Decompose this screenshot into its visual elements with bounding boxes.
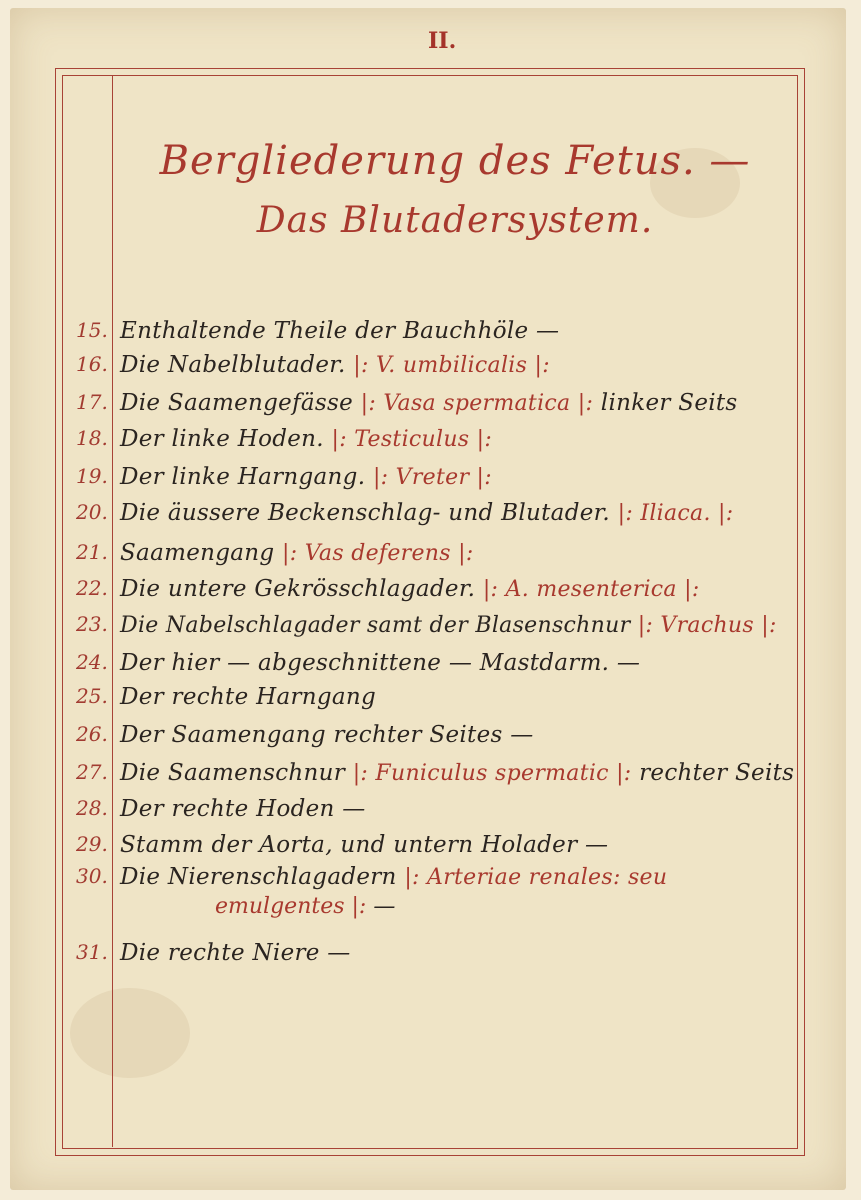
entry-number: 19. — [76, 464, 108, 488]
entry-text: Die untere Gekrösschlagader. — [120, 576, 476, 602]
entry-latin-term: |: Iliaca. |: — [617, 501, 734, 526]
entry-number: 27. — [76, 760, 108, 784]
entry-row — [0, 790, 800, 824]
entry-text: Der linke Harngang. — [120, 464, 366, 490]
entry-number: 15. — [76, 318, 108, 342]
entry-text: Die äussere Beckenschlag- und Blutader. — [120, 500, 611, 526]
entry-text-line — [120, 464, 492, 490]
entry-latin-term: |: Arteriae renales: seu — [404, 865, 668, 890]
entry-latin-term: |: Funiculus spermatic |: — [352, 761, 632, 786]
entry-text: Der rechte Hoden — — [120, 796, 366, 822]
entry-row — [0, 420, 800, 454]
entry-text-line — [120, 684, 376, 710]
entry-text-suffix: linker Seits — [593, 390, 738, 416]
entry-text-line — [120, 796, 366, 822]
entry-text-line — [120, 760, 794, 786]
entry-text-line — [120, 940, 351, 966]
entry-number: 28. — [76, 796, 108, 820]
entry-number: 22. — [76, 576, 108, 600]
entry-number: 23. — [76, 612, 108, 636]
entry-text: Die Nabelblutader. — [120, 352, 346, 378]
entry-text: Stamm der Aorta, und untern Holader — — [120, 832, 609, 858]
entry-number: 21. — [76, 540, 108, 564]
entry-number: 18. — [76, 426, 108, 450]
entry-text-line — [120, 318, 559, 344]
entry-row — [0, 570, 800, 604]
entry-text-line — [120, 500, 734, 526]
page-title: Bergliederung des Fetus. — — [159, 138, 751, 184]
entry-text: Die Nierenschlagadern — [120, 864, 397, 890]
entry-number: 26. — [76, 722, 108, 746]
entry-row — [0, 312, 800, 346]
entry-text-line — [120, 540, 474, 566]
entry-row — [0, 716, 800, 750]
continuation-dash: — — [366, 894, 396, 919]
entry-text: Die Saamengefässe — [120, 390, 354, 416]
entry-text-line — [120, 832, 608, 858]
entry-row — [0, 384, 800, 418]
entry-row — [0, 754, 800, 788]
entry-latin-term: |: Vrachus |: — [637, 613, 777, 638]
entry-row — [0, 346, 800, 380]
entry-number: 25. — [76, 684, 108, 708]
entry-text-line — [120, 864, 667, 890]
entry-text-line — [120, 426, 492, 452]
entry-30-continuation — [215, 894, 395, 919]
entry-text: Saamengang — [120, 540, 275, 566]
entry-text: Der hier — abgeschnittene — Mastdarm. — — [120, 650, 641, 676]
page-subtitle: Das Blutadersystem. — [256, 200, 654, 241]
folio-number: II. — [428, 28, 457, 54]
entry-latin-term: |: A. mesenterica |: — [482, 577, 700, 602]
entry-row — [0, 826, 800, 860]
entry-latin-term: |: Vasa spermatica |: — [360, 391, 594, 416]
entry-row — [0, 534, 800, 568]
entry-text: Enthaltende Theile der Bauchhöle — — [120, 318, 560, 344]
entry-latin-term: |: Testiculus |: — [331, 427, 493, 452]
entry-text: Der linke Hoden. — [120, 426, 324, 452]
entry-latin-term: |: Vreter |: — [372, 465, 492, 490]
entry-row — [0, 606, 800, 640]
entry-row — [0, 644, 800, 678]
entry-number: 16. — [76, 352, 108, 376]
entry-number: 31. — [76, 940, 108, 964]
entry-text-line — [120, 650, 640, 676]
entry-number: 20. — [76, 500, 108, 524]
entry-row — [0, 458, 800, 492]
entry-latin-term: |: Vas deferens |: — [282, 541, 474, 566]
entry-row — [0, 858, 800, 892]
entry-row — [0, 678, 800, 712]
entry-number: 29. — [76, 832, 108, 856]
entry-row — [0, 934, 800, 968]
entry-text-line — [120, 722, 534, 748]
entry-row — [0, 494, 800, 528]
entry-text-line — [120, 352, 550, 378]
entry-text: Die rechte Niere — — [120, 940, 351, 966]
entry-text: Die Nabelschlagader samt der Blasenschnur — [120, 613, 631, 638]
entry-number: 17. — [76, 390, 108, 414]
entry-number: 24. — [76, 650, 108, 674]
entry-text-line — [120, 390, 738, 416]
continuation-latin: emulgentes |: — [215, 894, 367, 919]
entry-text-suffix: rechter Seits — [631, 760, 795, 786]
entry-text: Die Saamenschnur — [120, 760, 346, 786]
entry-text: Der Saamengang rechter Seites — — [120, 722, 534, 748]
entry-latin-term: |: V. umbilicalis |: — [353, 353, 550, 378]
entry-text: Der rechte Harngang — [120, 684, 377, 710]
entry-text-line — [120, 576, 700, 602]
entry-text-line — [120, 613, 777, 638]
entry-number: 30. — [76, 864, 108, 888]
